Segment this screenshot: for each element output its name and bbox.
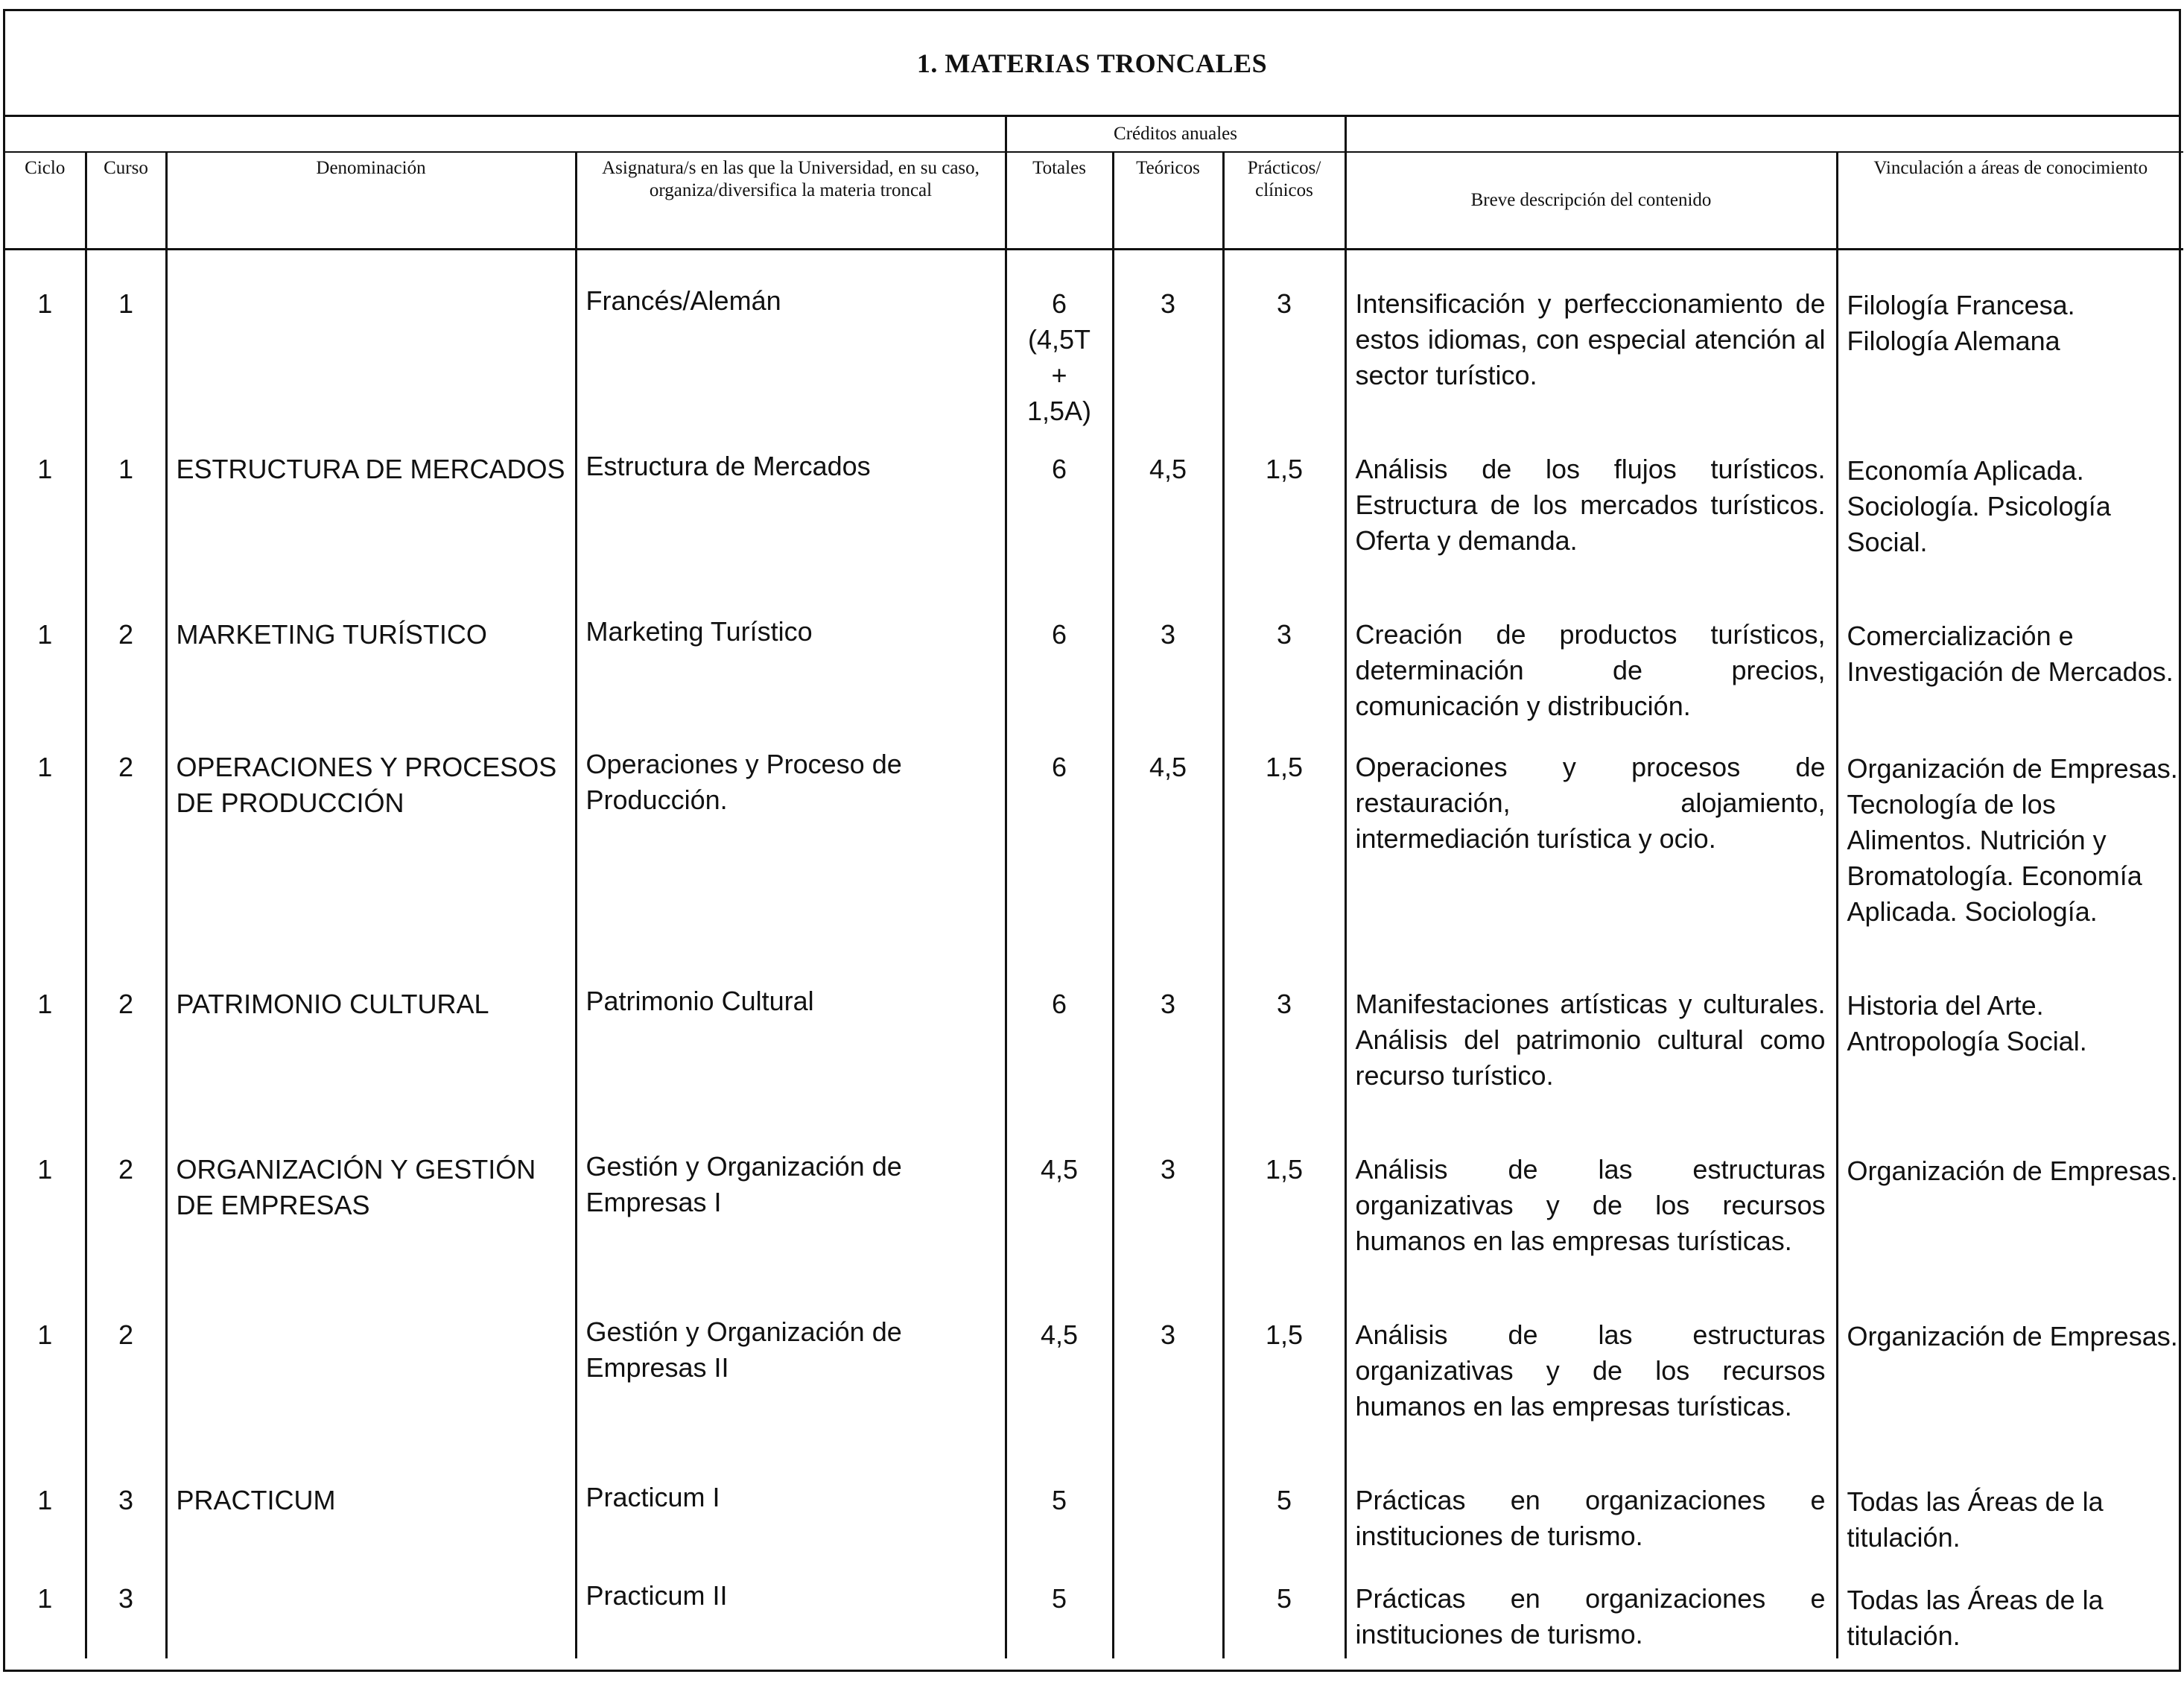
header-practicos: Prácticos/ clínicos xyxy=(1223,152,1345,250)
cell-curso: 2 xyxy=(86,596,166,729)
table-row xyxy=(5,431,2183,596)
super-header-blank xyxy=(5,117,1006,152)
table-row xyxy=(5,265,2183,431)
cell-ciclo: 1 xyxy=(5,596,86,729)
cell-ciclo: 1 xyxy=(5,265,86,431)
cell-teoricos: 3 xyxy=(1113,1131,1223,1296)
cell-curso: 3 xyxy=(86,1462,166,1560)
cell-denominacion: PRACTICUM xyxy=(166,1462,576,1560)
cell-totales: 5 xyxy=(1006,1462,1113,1560)
cell-totales: 5 xyxy=(1006,1560,1113,1658)
cell-vinculacion: Filología Francesa. Filología Alemana xyxy=(1837,265,2183,431)
cell-asignatura: Patrimonio Cultural xyxy=(576,966,1006,1131)
cell-totales: 4,5 xyxy=(1006,1131,1113,1296)
table-row xyxy=(5,1560,2183,1658)
cell-curso: 3 xyxy=(86,1560,166,1658)
cell-teoricos: 4,5 xyxy=(1113,729,1223,966)
table-row xyxy=(5,729,2183,966)
cell-curso: 2 xyxy=(86,966,166,1131)
cell-vinculacion: Comercialización e Investigación de Mercados. xyxy=(1837,596,2183,729)
cell-teoricos: 3 xyxy=(1113,265,1223,431)
table-row xyxy=(5,1296,2183,1462)
cell-denominacion: PATRIMONIO CULTURAL xyxy=(166,966,576,1131)
table-row xyxy=(5,1462,2183,1560)
spacer-row xyxy=(5,250,2183,266)
cell-practicos: 1,5 xyxy=(1223,1131,1345,1296)
cell-teoricos: 3 xyxy=(1113,966,1223,1131)
cell-curso: 2 xyxy=(86,1131,166,1296)
cell-asignatura: Francés/Alemán xyxy=(576,265,1006,431)
document-title: 1. MATERIAS TRONCALES xyxy=(916,48,1268,78)
cell-ciclo: 1 xyxy=(5,729,86,966)
header-denominacion: Denominación xyxy=(166,152,576,250)
table-row xyxy=(5,596,2183,729)
cell-denominacion: OPERACIONES Y PROCESOS DE PRODUCCIÓN xyxy=(166,729,576,966)
super-header-row xyxy=(5,117,2183,152)
materias-table xyxy=(5,117,2183,1658)
cell-denominacion: MARKETING TURÍSTICO xyxy=(166,596,576,729)
document-frame xyxy=(3,9,2181,1672)
header-ciclo: Ciclo xyxy=(5,152,86,250)
cell-asignatura: Practicum I xyxy=(576,1462,1006,1560)
header-curso: Curso xyxy=(86,152,166,250)
super-header-blank-right xyxy=(1345,117,2183,152)
cell-totales: 6 xyxy=(1006,431,1113,596)
cell-practicos: 5 xyxy=(1223,1560,1345,1658)
cell-practicos: 3 xyxy=(1223,966,1345,1131)
cell-asignatura: Practicum II xyxy=(576,1560,1006,1658)
cell-vinculacion: Todas las Áreas de la titulación. xyxy=(1837,1462,2183,1560)
cell-totales: 4,5 xyxy=(1006,1296,1113,1462)
cell-vinculacion: Organización de Empresas. Tecnología de los Alimentos. Nutrición y Bromatología. Economía Aplicada. Sociología. xyxy=(1837,729,2183,966)
header-vinculacion: Vinculación a áreas de conocimiento xyxy=(1837,152,2183,250)
cell-practicos: 1,5 xyxy=(1223,431,1345,596)
cell-totales: 6 (4,5T + 1,5A) xyxy=(1006,265,1113,431)
table-row xyxy=(5,966,2183,1131)
cell-descripcion: Prácticas en organizaciones e instituciones de turismo. xyxy=(1345,1462,1837,1560)
table-row xyxy=(5,1131,2183,1296)
cell-curso: 2 xyxy=(86,729,166,966)
cell-curso: 1 xyxy=(86,431,166,596)
cell-practicos: 3 xyxy=(1223,265,1345,431)
cell-vinculacion: Organización de Empresas. xyxy=(1837,1296,2183,1462)
cell-vinculacion: Economía Aplicada. Sociología. Psicología Social. xyxy=(1837,431,2183,596)
title-bar xyxy=(5,11,2179,117)
header-descripcion: Breve descripción del contenido xyxy=(1345,152,1837,250)
cell-teoricos: 3 xyxy=(1113,596,1223,729)
cell-curso: 1 xyxy=(86,265,166,431)
cell-descripcion: Creación de productos turísticos, determinación de precios, comunicación y distribución. xyxy=(1345,596,1837,729)
cell-totales: 6 xyxy=(1006,596,1113,729)
cell-descripcion: Análisis de los flujos turísticos. Estructura de los mercados turísticos. Oferta y demanda. xyxy=(1345,431,1837,596)
cell-teoricos: 4,5 xyxy=(1113,431,1223,596)
column-header-row xyxy=(5,152,2183,250)
cell-asignatura: Operaciones y Proceso de Producción. xyxy=(576,729,1006,966)
cell-practicos: 5 xyxy=(1223,1462,1345,1560)
cell-vinculacion: Historia del Arte. Antropología Social. xyxy=(1837,966,2183,1131)
cell-descripcion: Operaciones y procesos de restauración, alojamiento, intermediación turística y ocio. xyxy=(1345,729,1837,966)
cell-asignatura: Marketing Turístico xyxy=(576,596,1006,729)
cell-teoricos xyxy=(1113,1462,1223,1560)
cell-descripcion: Análisis de las estructuras organizativas y de los recursos humanos en las empresas turísticas. xyxy=(1345,1296,1837,1462)
cell-totales: 6 xyxy=(1006,966,1113,1131)
cell-descripcion: Intensificación y perfeccionamiento de estos idiomas, con especial atención al sector turístico. xyxy=(1345,265,1837,431)
header-totales: Totales xyxy=(1006,152,1113,250)
cell-asignatura: Gestión y Organización de Empresas I xyxy=(576,1131,1006,1296)
cell-ciclo: 1 xyxy=(5,1296,86,1462)
cell-asignatura: Gestión y Organización de Empresas II xyxy=(576,1296,1006,1462)
cell-curso: 2 xyxy=(86,1296,166,1462)
cell-denominacion xyxy=(166,1296,576,1462)
cell-totales: 6 xyxy=(1006,729,1113,966)
header-teoricos: Teóricos xyxy=(1113,152,1223,250)
creditos-group-header: Créditos anuales xyxy=(1006,117,1345,152)
cell-ciclo: 1 xyxy=(5,431,86,596)
cell-ciclo: 1 xyxy=(5,966,86,1131)
cell-denominacion: ORGANIZACIÓN Y GESTIÓN DE EMPRESAS xyxy=(166,1131,576,1296)
header-asignatura: Asignatura/s en las que la Universidad, en su caso, organiza/diversifica la materia troncal xyxy=(576,152,1006,250)
cell-denominacion xyxy=(166,1560,576,1658)
cell-descripcion: Análisis de las estructuras organizativas y de los recursos humanos en las empresas turísticas. xyxy=(1345,1131,1837,1296)
cell-ciclo: 1 xyxy=(5,1131,86,1296)
cell-asignatura: Estructura de Mercados xyxy=(576,431,1006,596)
cell-teoricos xyxy=(1113,1560,1223,1658)
cell-practicos: 3 xyxy=(1223,596,1345,729)
cell-ciclo: 1 xyxy=(5,1560,86,1658)
cell-descripcion: Prácticas en organizaciones e instituciones de turismo. xyxy=(1345,1560,1837,1658)
cell-practicos: 1,5 xyxy=(1223,729,1345,966)
cell-vinculacion: Organización de Empresas. xyxy=(1837,1131,2183,1296)
cell-ciclo: 1 xyxy=(5,1462,86,1560)
cell-vinculacion: Todas las Áreas de la titulación. xyxy=(1837,1560,2183,1658)
cell-teoricos: 3 xyxy=(1113,1296,1223,1462)
cell-denominacion: ESTRUCTURA DE MERCADOS xyxy=(166,431,576,596)
cell-practicos: 1,5 xyxy=(1223,1296,1345,1462)
cell-denominacion xyxy=(166,265,576,431)
cell-descripcion: Manifestaciones artísticas y culturales. Análisis del patrimonio cultural como recurso turístico. xyxy=(1345,966,1837,1131)
